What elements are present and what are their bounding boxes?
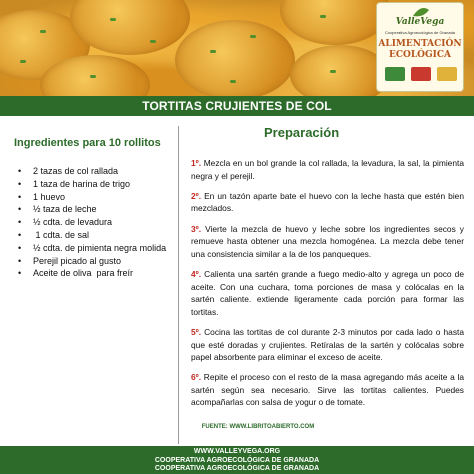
- logo-badge-line1: ALIMENTACIÓN: [378, 39, 462, 49]
- bullet-icon: •: [18, 178, 22, 189]
- preparation-step: [191, 157, 464, 182]
- ingredient-item: • Perejil picado al gusto: [18, 255, 122, 266]
- bullet-icon: •: [18, 191, 22, 202]
- valle-vega-logo: [376, 2, 464, 92]
- column-divider: [178, 126, 179, 444]
- ingredient-item: • ½ cdta. de levadura: [18, 217, 113, 228]
- cert-label-icon: [437, 67, 457, 81]
- step-text: En un tazón aparte bate el huevo con la leche hasta que estén bien mezclados.: [191, 190, 464, 214]
- step-text: Repite el proceso con el resto de la masa agregando más aceite a la sartén según sea necesario. Sirve las tortitas calientes. Puedes acompañarlas con salsa de yogur o de tomate.: [191, 372, 464, 408]
- ingredient-item: • 1 taza de harina de trigo: [18, 178, 131, 189]
- footer-bar: [0, 446, 474, 474]
- step-number: 5º.: [191, 326, 202, 337]
- ingredient-item: • ½ taza de leche: [18, 204, 97, 215]
- recipe-title: TORTITAS CRUJIENTES DE COL: [142, 99, 332, 113]
- cert-seal-icon: [411, 67, 431, 81]
- source-link[interactable]: WWW.LIBRITOABIERTO.COM: [229, 424, 315, 430]
- bullet-icon: •: [18, 255, 22, 266]
- ingredient-item: • 1 huevo: [18, 191, 66, 202]
- ingredients-title: Ingredientes para 10 rollitos: [14, 137, 161, 149]
- ingredient-item: • ½ cdta. de pimienta negra molida: [18, 242, 167, 253]
- bullet-icon: •: [18, 204, 22, 215]
- ingredients-list: [18, 165, 166, 280]
- source-credit: [0, 424, 474, 430]
- preparation-title: Preparación: [264, 125, 340, 140]
- ingredient-item: • 1 cdta. de sal: [18, 229, 90, 240]
- bullet-icon: •: [18, 229, 22, 240]
- step-text: Calienta una sartén grande a fuego medio-alto y agrega un poco de aceite. Con una cuchara, toma porciones de masa y colócalas en la sartén caliente. extiende ligeramente cada porción para formar las tortitas.: [191, 268, 464, 317]
- bullet-icon: •: [18, 166, 22, 176]
- preparation-step: [191, 223, 464, 261]
- ingredient-item: • 2 tazas de col rallada: [18, 166, 119, 176]
- preparation-step: [191, 190, 464, 215]
- footer-cooperative-repeat: COOPERATIVA AGROECOLÓGICA DE GRANADA: [154, 465, 320, 472]
- bullet-icon: •: [18, 242, 22, 253]
- ingredient-item: • Aceite de oliva para freír: [18, 268, 134, 279]
- step-text: Cocina las tortitas de col durante 2-3 minutos por cada lado o hasta que esté doradas y crujientes. Retíralas de la sartén y colócalas sobre papel absorbente para eliminar el exceso de aceite.: [191, 326, 464, 363]
- bullet-icon: •: [18, 268, 22, 279]
- logo-badge-line2: ECOLÓGICA: [388, 50, 452, 60]
- eco-cert-icon: [385, 67, 405, 81]
- step-text: Vierte la mezcla de huevo y leche sobre los ingredientes secos y remueve hasta obtener una mezcla homogénea. La mezcla debe tener una consistencia similar a la de los panqueques.: [191, 223, 464, 259]
- preparation-step: [191, 326, 464, 364]
- step-number: 4º.: [191, 268, 202, 279]
- footer-cooperative: COOPERATIVA AGROECOLÓGICA DE GRANADA: [154, 457, 320, 464]
- preparation-step: [191, 371, 464, 409]
- bullet-icon: •: [18, 217, 22, 228]
- source-label: FUENTE:: [201, 424, 230, 430]
- preparation-step: [191, 268, 464, 318]
- logo-tagline: Cooperativa Agroecológica de Granada: [384, 30, 456, 35]
- footer-website[interactable]: WWW.VALLEYVEGA.ORG: [193, 448, 281, 455]
- step-number: 3º.: [191, 223, 202, 234]
- step-number: 2º.: [191, 190, 202, 201]
- title-bar: [0, 96, 474, 116]
- preparation-steps: [191, 157, 464, 417]
- step-number: 1º.: [191, 158, 202, 168]
- step-number: 6º.: [191, 372, 202, 383]
- step-text: Mezcla en un bol grande la col rallada, la levadura, la sal, la pimienta negra y el perejil.: [191, 158, 464, 181]
- hero-photo: [0, 0, 474, 96]
- logo-brand: ValleVega: [395, 17, 445, 27]
